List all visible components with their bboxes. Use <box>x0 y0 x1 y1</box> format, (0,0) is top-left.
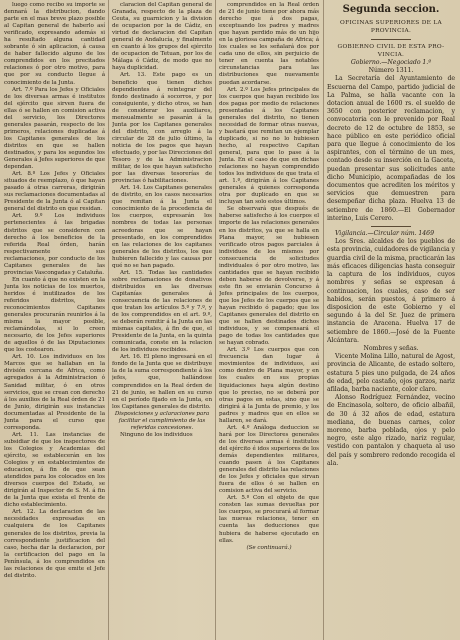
paragraph: Vicente Molina Lillo, natural de Agost, provincia de Alicante, de estado soltero, estatura 5 pies uno pulgada, de 24 años de edad, pelo castaño, ojos garzos, nariz afilada, barba naciente, color claro. <box>327 353 455 393</box>
paragraph: claracion del Capitan general de Granada, respecto de la plaza de Ceuta, su guarnicion y la division de ocupacion por la de Cádiz, en virtud de declaracion del Capitan general de Andalucía, y finalmente en cuanto á los grupos del ejército de ocupacion de Tetuan, por los de Málaga ó Cádiz, de modo que no haya duplicidad. <box>112 2 212 72</box>
paragraph: Art. 4.º Análoga deduccion se hará por los Directores generales de los diversas armas é institutos del ejército é idos superiores de los demás dependientes militares, cuando pasen á los Capitanes generales del distrito las relaciones de los Jefes y oficiales que sirvan fuera de ellos ó se hallen en comision activa del servicio. <box>219 424 319 495</box>
paragraph: Art. 11. Las instancias de subsidiar de que los inspectores de los Colegios y Academias del ejército, se establecerán en los Colegios y en establecimientos de educacion, á fin de que sean atendidos para los colocados en los diversos cuerpos del Estado, se dirigirán al Inspector de S. M. á fin de la Junta que exista el frente de dicho establecimiento. <box>4 431 105 509</box>
office-heading: PROVINCIA. <box>370 28 412 35</box>
column-2 <box>112 2 212 638</box>
divider <box>371 226 411 227</box>
paragraph: Art. 14. Los Capitanes generales de distrito, en los casos necesarios que remitan á la Junta el conocimiento de la procedencia de los cuerpos, expresarán los nombres de todas las personas acreedoras que se hayan presentado, en los comprendidos en las relaciones de los capitanes generales de los distritos, los que hubieren fallecido y las causas por qué no se han pagado. <box>112 185 212 269</box>
column-1 <box>4 2 105 638</box>
section-subheading: Disposiciones y aclaraciones para facilitar el cumplimiento de las referidas concesiones. <box>114 410 210 431</box>
paragraph: Art. 2.º Los Jefes principales de los cuerpos que hayan recibido los dos pagas por medio de relaciones presentadas á los Capitanes generales del distrito, no tienen necesidad de formar otras nuevas, y bastará que remitan un ejemplar duplicado, si no no lo hubiesen hecho, al respectivo Capitan general, para que lo pase á la Junta. En el caso de que en dichas relaciones no hayan comprendido todos los individuos de que trata el art. 1.º, dirigirán á los Capitanes generales á quienes corresponda otra por duplicado en que se incluyan tan solo estos últimos. <box>219 86 319 206</box>
column-rule <box>215 0 216 640</box>
paragraph: La Secretaría del Ayuntamiento de Escuerna del Campo, partido judicial de La Palma, se halla vacante con la dotacion anual de 1600 rs. el sueldo de 3650 con posterior reclamacion, y convocatoria con le prevenido por Real decreto de 12 de octubre de 1853, se hace público en este periódico oficial para que llegue á conocimiento de los aspirantes, con el término de un mes, contado desde su inserción en la Gaceta, puedan presentar sus solicitudes ante dicho Municipio, acompañadas de los documentos que acrediten los méritos y servicios que demuestren para desempeñar dicha plaza. Huelva 13 de setiembre de 1860.—El Gobernador interino, Luis Cerero. <box>327 75 455 222</box>
paragraph: Art. 13. Este pago es un beneficio que tienen dichos dependientes á reintegrar del fondo destinado á socorros, y por consiguiente, y dicho otros, se han de considerar los auxiliares, mensualmente se pasarán á la Junta por los Capitanes generales del distrito, con arreglo á la circular de 28 de julio último, la noticia de los pagos que hayan efectuado, y por las Direcciones del Tesoro y de la Administracion militar, de los que hayan satisfecho por las diversas tesorerías de provincias ó habilitaciones. <box>112 72 212 185</box>
paragraph: comprendidos en la Real órden de 21 de junio tiene por ahora más derecho que á dos pagas, exceptuando los padres y madres que hayan perdido más de un hijo en la gloriosa campaña de Africa; á los cuales se les señalará dos por cada uno de ellos, sin perjuicio de tener en cuenta las notables circunstancias para las distribuciones que nuevamente puedan acordarse. <box>219 2 319 86</box>
circular-heading: Vigilancia.—Circular núm. 1469 <box>335 230 434 238</box>
paragraph: Art. 8.º Los Jefes y Oficiales situados de reemplazo, ó que hayan pasado á otras carreras, dirigirán sus reclamaciones documentadas al Presidente de la Junta ó al Capitan general del distrito en que residan. <box>4 171 105 213</box>
paragraph: luego como recibo su importe se dennará la distribucion, dando parte en el mas breve plazo posible al Capitan general de haberlo así verificado, expresando además si ha resultado alguna cantidad sobrante ó sin aplicacion, á causa de haber fallecido alguno de los comprendidos en los precitados relaciones ó por otro motivo, para que por su conducto llegue á conocimiento de la Junta. <box>4 2 105 86</box>
office-heading: OFICINAS SUPERIORES DE LA <box>340 20 442 27</box>
section-title: Segunda seccion. <box>342 4 440 15</box>
paragraph: Art. 3.º Los cuerpos que con frecuencia dan lugar á movimientos de individuos, así como dentro de Plana mayor, y en los cuales en sus propias liquidaciones haya algún destino que lo preciso, no se deberá por otras pagos en estas, sino que se dirigirá á la Junta de premio, y los padres y madres que en ellos se hallaren, se dará. <box>219 347 319 424</box>
paragraph: Se observará que después de haberse satisfecho á los cuerpos el importe de las relaciones generales en los distritos, ya que se halla en Plana mayor, se hubiesen verificado otros pagos parciales á individuos de los mismos por consecuencia de solicitudes individuales ó por otro motivo, las cantidades que se hayan recibido deben haberse de devolverse, y á este fin se enviarán Concurso á Jefes principales de los cuerpos, que los Jefes de los cuerpos que se hayan recibido ó pagado; que los Capitanes generales del distrito en que se hallen destinados dichos individuos, y se compensará el pago de todas los cantidades que se hayan cobrado. <box>219 206 319 347</box>
continued-note: (Se continuará.) <box>246 544 292 551</box>
notice-number: Número 1311. <box>368 67 414 75</box>
column-rule <box>323 0 324 640</box>
paragraph: Art. 9.º Los individuos pertenecientes á las brigadas distritos que se consideren con derecho á los beneficios de la referida Real órden, harán respectivamente sus reclamaciones, por conducto de los Capitanes generales de las provincias Vascongadas y Cataluña. <box>4 213 105 276</box>
paragraph: En cuanto á que no existen en la Junta los noticias de los muertos, heridos é inutilizados de los referidos distritos, los reconocimientos Capitanes generales procurarán reunirlos á la misma la mayor posible, reclamándolas, si lo creen necesario, de los Jefes superiores de aquellos ó de las Diputaciones que los costearon. <box>4 276 105 354</box>
paragraph: Ninguno de los individuos <box>120 431 193 438</box>
paragraph: Art. 12. La declaracion de las necesidades expresadas en cualquiera de los Capitanes generales de los distritos, previa la correspondiente justificacion del caso, hecha dar la declaracion, por la certificacion del pago en la Península, á los comprendidos en las relaciones de que emite el Jefe del distrito. <box>4 509 105 579</box>
office-heading: VINCIA. <box>377 51 405 58</box>
paragraph: Los Sres. alcaldes de los pueblos de esta provincia, cuidadores de vigilancia y guardia civil de la misma, practicarán las más eficaces diligencias hasta conseguir la captura de los individuos, cuyos nombres y señas se expresan á continuacion, los cuales, caso de ser habidos, serán puestos, á primero á disposicion de este Gobierno y el segundo á la del Sr. Juez de primera instancia de Aracena. Huelva 17 de setiembre de 1860.—José de la Fuente Alcántara. <box>327 238 455 344</box>
paragraph: Art. 15. Todas las cantidades sobre reclamaciones de donativos distribuidos en las diversas Capitanías generales á consecuencia de las relaciones de que tratan los artículos 5.º y 7.º, y de los comprendidos en el art. 9.º, se deberán remitir á la Junta en las mismas capitales, á fin de que, el Presidente de la Junta, en la quinta comunicada, conste en la relacion de los individuos recibidos. <box>112 269 212 354</box>
paragraph: Art. 5.º Con el objeto de que consten las sumas devueltas por los cuerpos, se procurará al formar las nuevas relaciones, tener en cuenta las deducciones que hubiera de haberse ejecutado en ellas. <box>219 495 319 544</box>
paragraph: Alonso Rodríguez Fernández, vecino de Encinasola, soltero, de oficio albañil, de 30 á 32 años de edad, estatura mediana, de buenas carnes, color moreno, barba poblada, ojos y pelo negro, este algo rizado, nariz regular, vestido con pantalon y chaqueta al uso del país y sombrero redondo recogida el ala. <box>327 394 455 467</box>
paragraph: Art. 7.º Para los Jefes y Oficiales de los diversas armas é institutos del ejército que sirven fuera de ellas ó se hallen en comision activa del servicio, los Directores generales pasarán, respecto de los primeros, relaciones duplicadas á los Capitanes generales de los distritos en que se hallen destinados, y para los segundos los Generales á Jefes superiores de que dependan. <box>4 86 105 171</box>
column-rule <box>108 0 109 640</box>
paragraph: Art. 16. El pleno ingresará en el fondo de la Junta que se distribuye la de la suma correspondiente á los jefes, que, hallándose comprendidos en la Real órden de 21 de junio, se hallen en su curso en el período fijado en la Junta, en los Capitanes generales de distrito. <box>112 354 212 410</box>
office-heading: GOBIERNO CIVIL DE ESTA PRO- <box>337 43 445 50</box>
divider <box>371 39 411 40</box>
names-heading: Nombres y señas. <box>363 344 419 352</box>
column-3 <box>219 2 319 638</box>
column-4 <box>327 2 455 638</box>
negociado-line: Gobierno.—Negociado 1.º <box>350 59 432 67</box>
paragraph: Art. 10. Los individuos en los Marcos que se hallaban en la división cercana de Africa, como agregados á la Administracion ó Sanidad militar, ó en otros servicios, que se crean con derecho á los auxilios de la Real órden de 21 de Junio, dirigirán sus instancias documentadas al Presidente de la Junta para el curso que corresponda. <box>4 354 105 431</box>
